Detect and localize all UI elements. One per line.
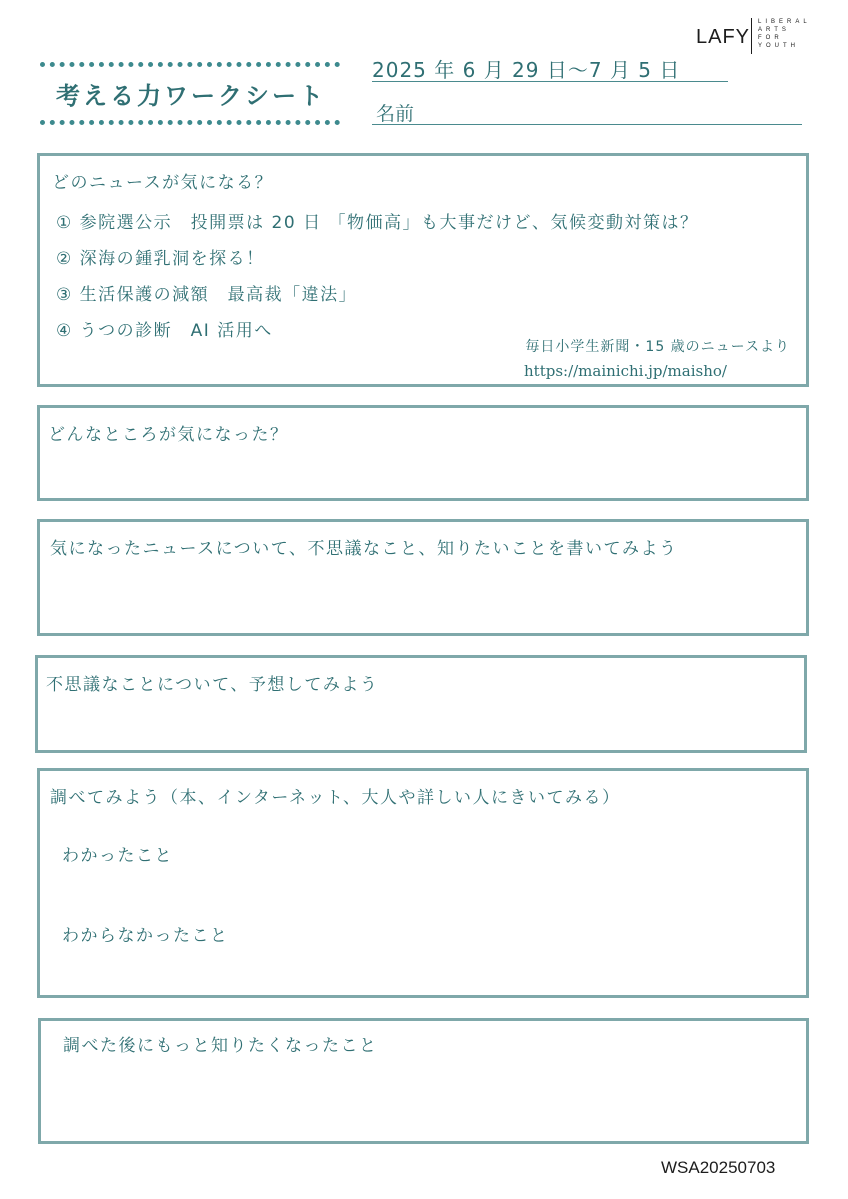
news-question: どのニュースが気になる？ [52, 173, 274, 193]
logo-tagline-line: ARTS [758, 27, 790, 33]
want-more-box[interactable] [38, 1018, 809, 1144]
learned-label: わかったこと [62, 846, 173, 866]
name-label: 名前 [376, 103, 415, 125]
wonder-question: 気になったニュースについて、不思議なこと、知りたいことを書いてみよう [50, 539, 678, 559]
logo-tagline [758, 18, 811, 50]
date-range: 2025 年 6 月 29 日～7 月 5 日 [372, 58, 681, 82]
news-item-4[interactable]: ④ うつの診断 AI 活用へ [56, 321, 273, 341]
logo-divider [751, 18, 752, 54]
want-more-question: 調べた後にもっと知りたくなったこと [63, 1036, 378, 1056]
title-dots-top [40, 62, 340, 67]
worksheet-code: WSA20250703 [661, 1158, 776, 1177]
news-source: 毎日小学生新聞・15 歳のニュースより [525, 339, 790, 355]
news-item-1[interactable]: ① 参院選公示 投開票は 20 日 「物価高」も大事だけど、気候変動対策は？ [56, 213, 699, 233]
page-title: 考える力ワークシート [56, 82, 326, 110]
title-dots-bottom [40, 120, 340, 125]
predict-question: 不思議なことについて、予想してみよう [46, 675, 379, 695]
predict-box[interactable] [35, 655, 807, 753]
date-range-field[interactable] [372, 52, 728, 82]
news-url[interactable]: https://mainichi.jp/maisho/ [524, 362, 727, 380]
logo-name: LAFY [696, 26, 751, 48]
name-field[interactable] [372, 96, 802, 125]
news-item-2[interactable]: ② 深海の鍾乳洞を探る！ [56, 249, 265, 269]
logo-tagline-line: YOUTH [758, 43, 799, 49]
logo [696, 16, 826, 56]
wonder-box[interactable] [37, 519, 809, 636]
curious-point-question: どんなところが気になった？ [48, 425, 289, 445]
research-question: 調べてみよう（本、インターネット、大人や詳しい人にきいてみる） [50, 788, 621, 808]
curious-point-box[interactable] [37, 405, 809, 501]
research-box[interactable] [37, 768, 809, 998]
news-box [37, 153, 809, 387]
logo-tagline-line: LIBERAL [758, 19, 811, 25]
not-learned-label: わからなかったこと [62, 926, 229, 946]
news-item-3[interactable]: ③ 生活保護の減額 最高裁「違法」 [56, 285, 358, 305]
logo-tagline-line: FOR [758, 35, 783, 41]
